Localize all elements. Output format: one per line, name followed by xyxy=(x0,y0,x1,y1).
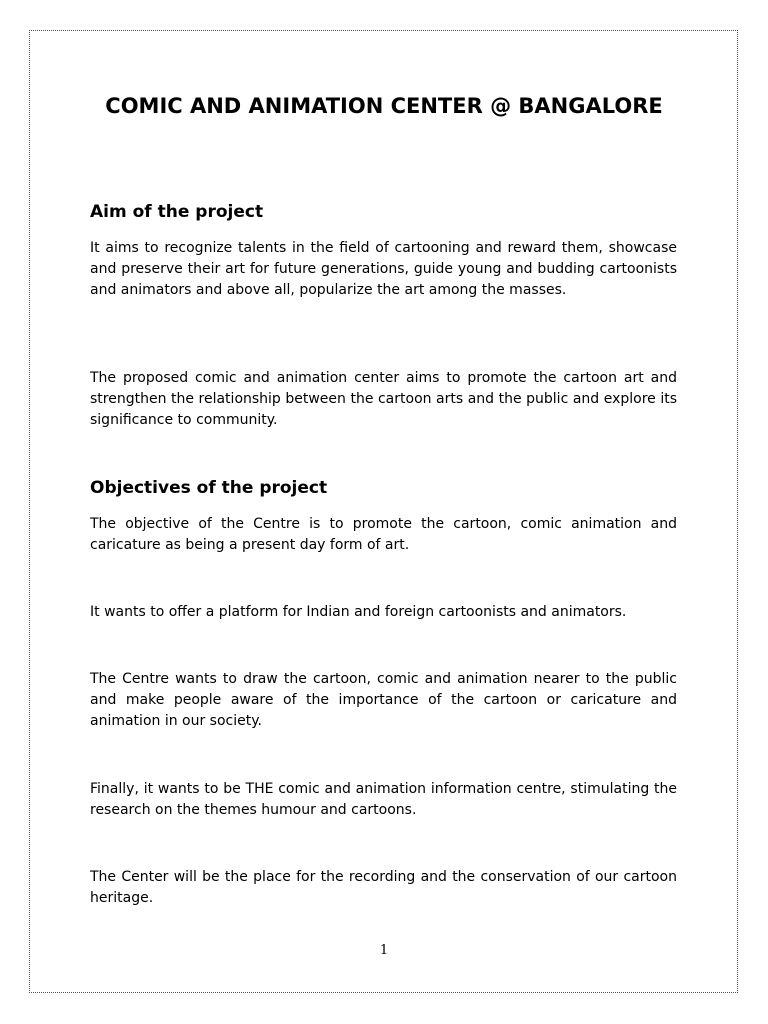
objectives-paragraph-5: The Center will be the place for the recording and the conservation of our cartoon heritage. xyxy=(90,869,677,906)
page-border xyxy=(29,30,738,993)
aim-paragraph-2: The proposed comic and animation center aims to promote the cartoon art and strengthen the relationship between the cartoon arts and the public and explore its significance to community. xyxy=(90,370,677,428)
aim-paragraph-1: It aims to recognize talents in the field of cartooning and reward them, showcase and preserve their art for future generations, guide young and budding cartoonists and animators and above all, popularize the art among the masses. xyxy=(90,240,677,298)
section-heading-aim: Aim of the project xyxy=(90,202,264,222)
objectives-paragraph-1: The objective of the Centre is to promote the cartoon, comic animation and caricature as being a present day form of art. xyxy=(90,516,677,553)
document-title: COMIC AND ANIMATION CENTER @ BANGALORE xyxy=(105,94,663,118)
section-heading-objectives: Objectives of the project xyxy=(90,478,328,498)
page-number: 1 xyxy=(379,943,389,958)
objectives-paragraph-2: It wants to offer a platform for Indian and foreign cartoonists and animators. xyxy=(90,604,627,620)
objectives-paragraph-3: The Centre wants to draw the cartoon, comic and animation nearer to the public and make people aware of the importance of the cartoon or caricature and animation in our society. xyxy=(90,671,677,729)
objectives-paragraph-4: Finally, it wants to be THE comic and animation information centre, stimulating the research on the themes humour and cartoons. xyxy=(90,781,677,818)
